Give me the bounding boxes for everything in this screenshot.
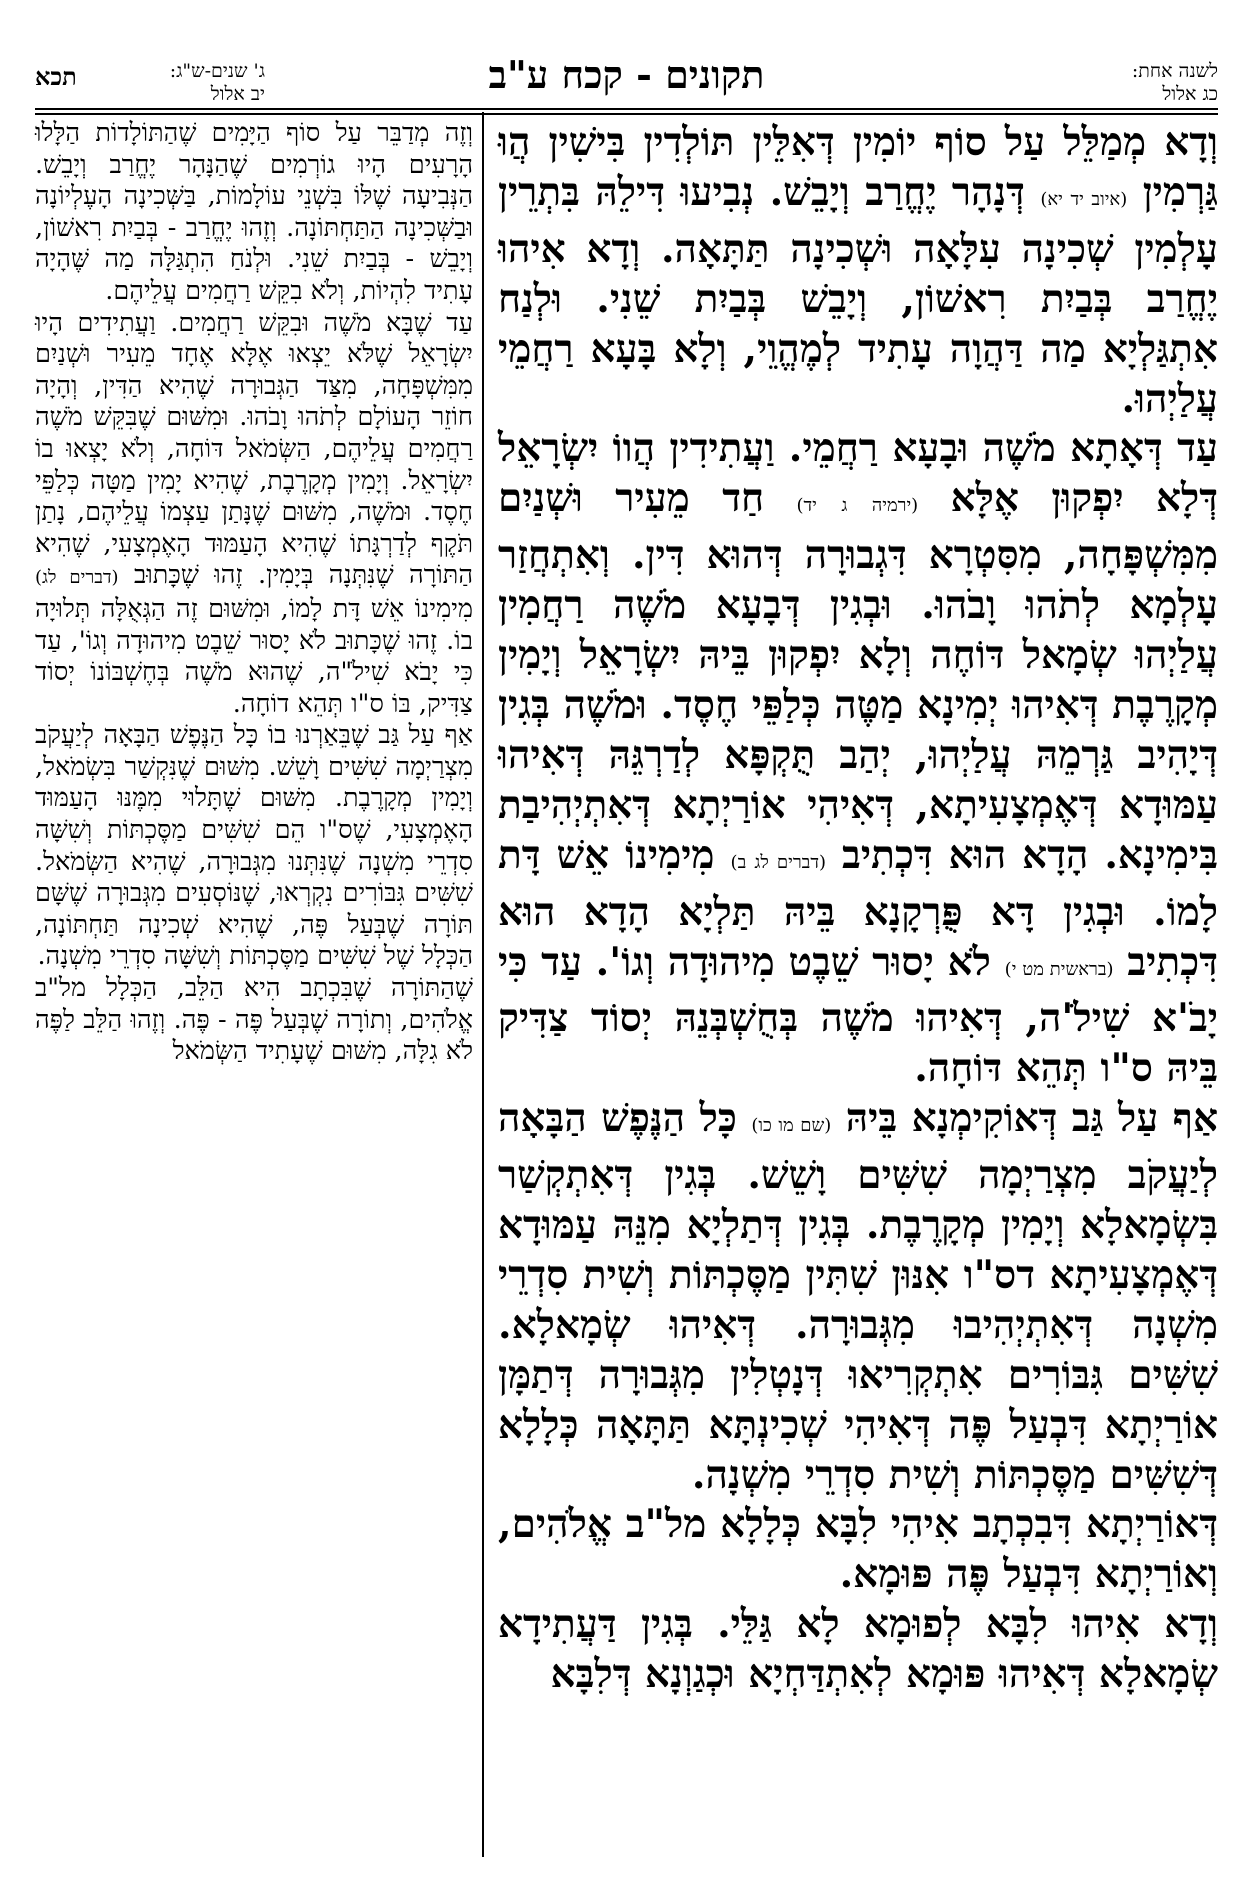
header-rule-top [35,108,1218,110]
header-years-label: ג' שנים-ש"ג: [169,60,265,82]
source-reference: (דברים לג) [35,567,119,589]
main-paragraph-5: וְדָא אִיהוּ לִבָּא לְפוּמָא לָא גַּלֵּי. בְּגִין דַּעֲתִידָא שְׂמָאלָא דְּאִיהוּ פּוּמָא לְאִתְדַּחְיָא וּכְגַוְנָא דְּלִבָּא [498,1601,1218,1698]
page-title: תקונים - קכח ע"ב [488,52,765,97]
source-reference: (ירמיה ג יד) [796,495,919,517]
main-paragraph-3: אַף עַל גַּב דְּאוֹקִימְנָא בֵּיהּ (שם מו כו) כָּל הַנֶּפֶשׁ הַבָּאָה לְיַעֲקֹב מִצְרַיְמָה שִׁשִּׁים וָשֵׁשׁ. בְּגִין דְּאִתְקְשַׁר בִּשְׂמָאלָא וְיָמִין מְקָרֶבֶת. בְּגִין דְּתַלְיָא מִנֵּהּ עַמּוּדָא דְּאֶמְצָעִיתָא דס"ו אִנּוּן שִׁתִּין מַסֶּכְתּוֹת וְשִׁית סִדְרֵי מִשְׁנָה דְּאִתְיְהִיבוּ מִגְּבוּרָה. דְּאִיהוּ שְׂמָאלָא. שִׁשִּׁים גִּבּוֹרִים אִתְקְרִיאוּ דְּנָטְלִין מִגְּבוּרָה דְּתַמָּן אוֹרַיְתָא דִּבְעַל פֶּה דְּאִיהִי שְׁכִינְתָּא תַּתָּאָה כְּלָלָא דְּשִׁשִּׁים מַסֶּכְתּוֹת וְשִׁית סִדְרֵי מִשְׁנָה. [498,1095,1219,1498]
header-rule-bottom [35,113,1218,115]
source-reference: (דברים לג ב) [730,851,827,873]
main-text-column [498,118,1218,1700]
source-reference: (איוב יד יא) [1040,188,1128,210]
header-date-left: יב אלול [210,83,265,105]
source-reference: (בראשית מט י) [1004,958,1114,980]
header-year-label: לשנה אחת: [1131,60,1218,82]
commentary-paragraph-4: שֶׁהַתּוֹרָה שֶׁבִּכְתָב הִיא הַלֵּב, הַכְּלָל מל"ב אֱלֹהִים, וְתוֹרָה שֶׁבְּעַל פֶּה - פֶּה. וְזֶהוּ הַלֵּב לַפֶּה לֹא גִלָּה, מִשּׁוּם שֶׁעָתִיד הַשְּׂמֹאל [35,973,473,1067]
page-header [35,52,1218,108]
commentary-paragraph-2: עַד שֶׁבָּא מֹשֶׁה וּבִקֵּשׁ רַחֲמִים. וַעֲתִידִים הָיוּ יִשְׂרָאֵל שֶׁלֹּא יֵצְאוּ אֶלָּא אֶחָד מֵעִיר וּשְׁנַיִם מִמִּשְׁפָּחָה, מִצַּד הַגְּבוּרָה שֶׁהִיא הַדִּין, וְהָיָה חוֹזֵר הָעוֹלָם לְתֹהוּ וָבֹהוּ. וּמִשּׁוּם שֶׁבִּקֵּשׁ מֹשֶׁה רַחֲמִים עֲלֵיהֶם, הַשְּׂמֹאל דּוֹחָה, וְלֹא יָצְאוּ בוֹ יִשְׂרָאֵל. וְיָמִין מְקָרֶבֶת, שֶׁהִיא יָמִין מַטָּה כְּלַפֵּי חֶסֶד. וּמֹשֶׁה, מִשּׁוּם שֶׁנָּתַן עַצְמוֹ עֲלֵיהֶם, נָתַן תֹּקֶף לְדַרְגָּתוֹ שֶׁהִיא הָעַמּוּד הָאֶמְצָעִי, שֶׁהִיא הַתּוֹרָה שֶׁנִּתְּנָה בְּיָמִין. זֶהוּ שֶׁכָּתוּב (דברים לג) מִימִינוֹ אֵשׁ דָּת לָמוֹ, וּמִשּׁוּם זֶה הַגְּאֻלָּה תְּלוּיָה בוֹ. זֶהוּ שֶׁכָּתוּב לֹא יָסוּר שֵׁבֶט מִיהוּדָה וְגוֹ', עַד כִּי יָבֹא שִׁילֹ"ה, שֶׁהוּא מֹשֶׁה בְּחֶשְׁבּוֹנוֹ יְסוֹד צַדִּיק, בּוֹ ס"ו תְּהֵא דוֹחָה. [35,307,473,719]
main-paragraph-2: עַד דְּאָתָא מֹשֶׁה וּבָעָא רַחֲמֵי. וַעֲתִידִין הֲווֹ יִשְׂרָאֵל דְּלָא יִפְקוּן אֶלָּא (ירמיה ג יד) חַד מֵעִיר וּשְׁנַיִם מִמִּשְׁפָּחָה, מִסִּטְרָא דִּגְבוּרָה דְּהוּא דִּין. וְאִתְחֲזַר עָלְמָא לְתֹהוּ וָבֹהוּ. וּבְגִין דְּבָעָא מֹשֶׁה רַחֲמִין עֲלַיְהוּ שְׂמָאל דּוֹחֶה וְלָא יִפְקוּן בֵּיהּ יִשְׂרָאֵל וְיָמִין מְקָרֶבֶת דְּאִיהוּ יְמִינָא מַטֶּה כְּלַפֵּי חֶסֶד. וּמֹשֶׁה בְּגִין דְּיָהִיב גַּרְמֵהּ עֲלַיְהוּ, יְהַב תֻּקְפָּא לְדַרְגֵּהּ דְּאִיהוּ עַמּוּדָא דְּאֶמְצָעִיתָא, דְּאִיהִי אוֹרַיְתָא דְּאִתְיְהִיבַת בִּימִינָא. הָדָא הוּא דִּכְתִיב (דברים לג ב) מִימִינוֹ אֵשׁ דָּת לָמוֹ. וּבְגִין דָּא פֻּרְקָנָא בֵּיהּ תַּלְיָא הָדָא הוּא דִּכְתִיב (בראשית מט י) לֹא יָסוּר שֵׁבֶט מִיהוּדָה וְגוֹ'. עַד כִּי יָבֹ'א שִׁילֹ'ה, דְּאִיהוּ מֹשֶׁה בְּחֻשְׁבְּנֵהּ יְסוֹד צַדִּיק בֵּיהּ ס"ו תְּהֵא דּוֹחָה. [498,425,1219,1092]
source-reference: (שם מו כו) [751,1115,832,1137]
page-number: תכא [35,62,77,91]
commentary-paragraph-3: אַף עַל גַּב שֶׁבֵּאַרְנוּ בוֹ כָּל הַנֶּפֶשׁ הַבָּאָה לְיַעֲקֹב מִצְרַיְמָה שִׁשִּׁים וָשֵׁשׁ. מִשּׁוּם שֶׁנִּקְשַׁר בִּשְׂמֹאל, וְיָמִין מְקָרֶבֶת. מִשּׁוּם שֶׁתָּלוּי מִמֶּנּוּ הָעַמּוּד הָאֶמְצָעִי, שֶׁס"ו הֵם שִׁשִּׁים מַסֶּכְתּוֹת וְשִׁשָּׁה סִדְרֵי מִשְׁנָה שֶׁנִּתְּנוּ מִגְּבוּרָה, שֶׁהִיא הַשְּׂמֹאל. שִׁשִּׁים גִּבּוֹרִים נִקְרְאוּ, שֶׁנּוֹסְעִים מִגְּבוּרָה שֶׁשָּׁם תּוֹרָה שֶׁבְּעַל פֶּה, שֶׁהִיא שְׁכִינָה תַּחְתּוֹנָה, הַכְּלָל שֶׁל שִׁשִּׁים מַסֶּכְתּוֹת וְשִׁשָּׁה סִדְרֵי מִשְׁנָה. [35,720,473,972]
column-divider [482,112,484,1857]
header-date-right: כג אלול [1162,83,1218,105]
header-dates-left [170,60,265,106]
main-paragraph-1: וְדָא מְמַלֵּל עַל סוֹף יוֹמִין דְּאִלֵּין תּוֹלְדִין בִּישִׁין הֲוּ גַּרְמִין (איוב יד יא) דְּנָהָר יֶחֱרַב וְיָבֵשׁ. נְבִיעוּ דִּילֵהּ בִּתְרֵין עָלְמִין שְׁכִינָה עִלָּאָה וּשְׁכִינָה תַּתָּאָה. וְדָא אִיהוּ יֶחֱרַב בְּבַיִת רִאשׁוֹן, וְיָבֵשׁ בְּבַיִת שֵׁנִי. וּלְנַח אִתְגַּלְיָא מַה דַּהֲוָה עָתִיד לְמֶהֱוֵי, וְלָא בָּעָא רַחֲמֵי עֲלַיְהוּ. [498,119,1219,422]
commentary-column [35,118,473,1068]
commentary-paragraph-1: וְזֶה מְדַבֵּר עַל סוֹף הַיָּמִים שֶׁהַתּוֹלָדוֹת הַלָּלוּ הָרָעִים הָיוּ גוֹרְמִים שֶׁהַנָּהָר יֶחֱרַב וְיָבֵשׁ. הַנְּבִיעָה שֶׁלּוֹ בִּשְׁנֵי עוֹלָמוֹת, בַּשְּׁכִינָה הָעֶלְיוֹנָה וּבַשְּׁכִינָה הַתַּחְתּוֹנָה. וְזֶהוּ יֶחֱרַב - בְּבַיִת רִאשׁוֹן, וְיָבֵשׁ - בְּבַיִת שֵׁנִי. וּלְנֹחַ הִתְגַּלָּה מַה שֶּׁהָיָה עָתִיד לִהְיוֹת, וְלֹא בִקֵּשׁ רַחֲמִים עֲלֵיהֶם. [35,118,473,306]
main-paragraph-4: דְּאוֹרַיְתָא דִּבִכְתָב אִיהִי לִבָּא כְּלָלָא מל"ב אֱלֹהִים, וְאוֹרַיְתָא דִּבְעַל פֶּה פּוּמָא. [498,1501,1218,1598]
